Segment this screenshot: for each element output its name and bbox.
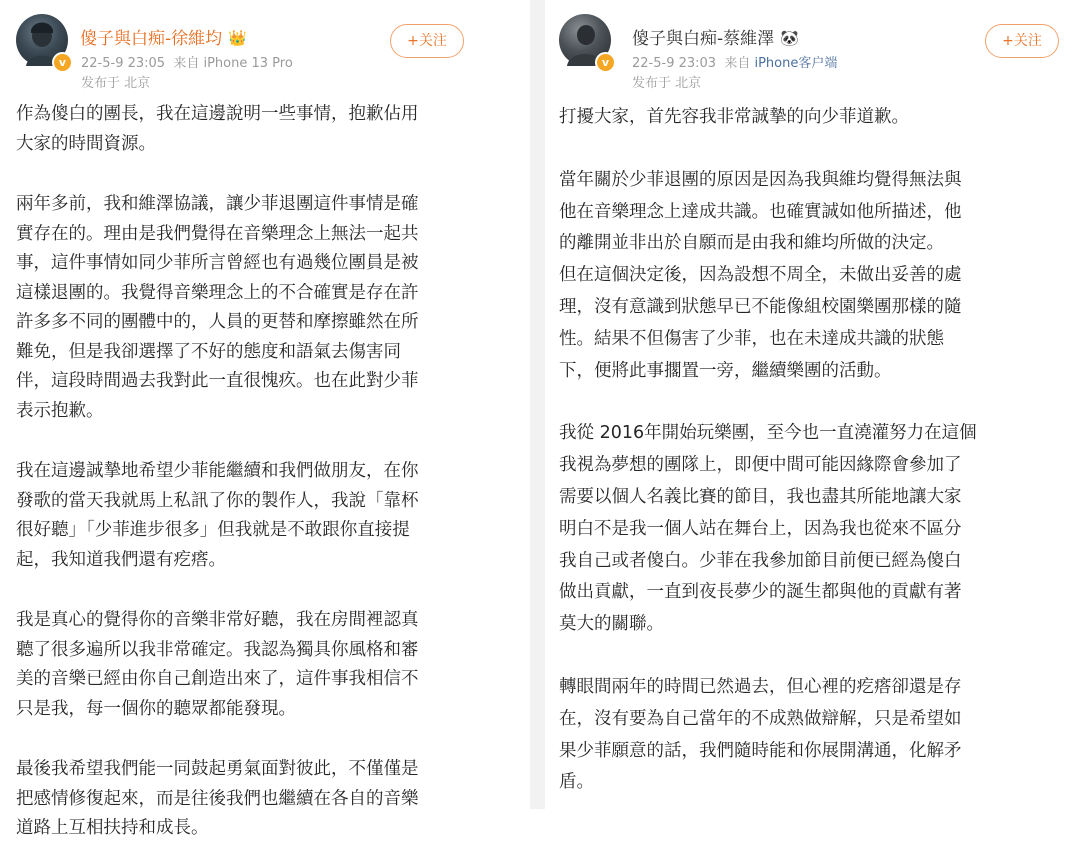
verified-badge-icon: v (52, 52, 73, 73)
text-line: 許多多不同的團體中的，人員的更替和摩擦雖然在所 (16, 312, 419, 332)
text-line: 需要以個人名義比賽的節目，我也盡其所能地讓大家 (559, 486, 962, 507)
text-line: 在，沒有要為自己當年的不成熟做辯解，只是希望如 (559, 708, 962, 729)
paragraph-gap (16, 159, 419, 190)
text-line: 把感情修復起來，而是往後我們也繼續在各自的音樂 (16, 788, 419, 809)
text-line: 伴，這段時間過去我對此一直很愧疚。也在此對少菲 (16, 371, 419, 391)
post-source-prefix: 来自 (724, 56, 751, 71)
text-line: 發歌的當天我就馬上私訊了你的製作人，我說「靠杯 (16, 490, 419, 511)
paragraph-gap (559, 134, 977, 165)
paragraph-gap (16, 426, 419, 457)
crown-icon: 👑 (228, 29, 247, 47)
weibo-post-right (545, 0, 1080, 809)
panda-icon: 🐼 (780, 29, 799, 47)
text-line: 這樣退團的。我覺得音樂理念上的不合確實是存在許 (16, 282, 419, 303)
follow-button[interactable]: +关注 (390, 24, 464, 58)
text-line: 但在這個決定後，因為設想不周全，未做出妥善的處 (559, 265, 962, 286)
text-line: 我在這邊誠摯地希望少菲能繼續和我們做朋友，在你 (16, 461, 419, 481)
weibo-post-left (0, 0, 530, 838)
text-line: 作為傻白的團長，我在這邊說明一些事情，抱歉佔用 (16, 104, 419, 124)
text-line: 理，沒有意識到狀態早已不能像組校園樂團那樣的隨 (559, 296, 962, 317)
post-source-link[interactable]: iPhone客户端 (754, 56, 838, 71)
text-line: 我是真心的覺得你的音樂非常好聽，我在房間裡認真 (16, 610, 419, 630)
paragraph-gap (559, 641, 977, 672)
text-line: 美的音樂已經由你自己創造出來了，這件事我相信不 (16, 669, 419, 689)
text-line: 最後我希望我們能一同鼓起勇氣面對彼此，不僅僅是 (16, 759, 419, 779)
text-line: 打擾大家，首先容我非常誠摯的向少菲道歉。 (559, 107, 909, 127)
text-line: 大家的時間資源。 (16, 133, 156, 154)
text-line: 道路上互相扶持和成長。 (16, 818, 209, 838)
post-header (545, 0, 1080, 96)
text-line: 表示抱歉。 (16, 400, 104, 421)
post-timestamp: 22-5-9 23:05 (81, 56, 166, 71)
text-line: 明白不是我一個人站在舞台上，因為我也從來不區分 (559, 518, 962, 539)
author-name-text[interactable]: 傻子與白痴-蔡維澤 (632, 29, 775, 49)
text-line: 的離開並非出於自願而是由我和維均所做的決定。 (559, 233, 944, 254)
post-body (559, 102, 977, 799)
text-line: 盾。 (559, 772, 594, 793)
text-line: 我自己或者傻白。少菲在我參加節目前便已經為傻白 (559, 550, 962, 571)
post-header (0, 0, 530, 96)
text-line: 我視為夢想的團隊上，即便中間可能因緣際會參加了 (559, 455, 962, 476)
text-line: 我從 2016年開始玩樂團，至今也一直澆灌努力在這個 (559, 423, 977, 444)
text-line: 兩年多前，我和維澤協議，讓少菲退團這件事情是確 (16, 194, 419, 214)
text-line: 當年關於少菲退團的原因是因為我與維均覺得無法與 (559, 169, 962, 190)
post-source: 来自 iPhone 13 Pro (173, 56, 293, 71)
text-line: 事，這件事情如同少菲所言曾經也有過幾位團員是被 (16, 253, 419, 273)
text-line: 性。結果不但傷害了少菲，也在未達成共識的狀態 (559, 328, 944, 349)
text-line: 聽了很多遍所以我非常確定。我認為獨具你風格和審 (16, 639, 419, 660)
follow-button[interactable]: +关注 (985, 24, 1059, 58)
text-line: 莫大的關聯。 (559, 614, 664, 635)
paragraph-gap (16, 724, 419, 755)
text-line: 只是我，每一個你的聽眾都能發現。 (16, 698, 296, 719)
text-line: 果少菲願意的話，我們隨時能和你展開溝通，化解矛 (559, 740, 962, 761)
text-line: 他在音樂理念上達成共識。也確實誠如他所描述，他 (559, 201, 962, 222)
verified-badge-icon: v (595, 52, 616, 73)
text-line: 很好聽」「少菲進步很多」但我就是不敢跟你直接提 (16, 520, 410, 540)
author-name[interactable] (80, 24, 247, 49)
paragraph-gap (559, 387, 977, 418)
text-line: 實存在的。理由是我們覺得在音樂理念上無法一起共 (16, 223, 419, 244)
post-location: 发布于 北京 (632, 76, 702, 91)
text-line: 起，我知道我們還有疙瘩。 (16, 549, 226, 570)
author-name[interactable] (632, 24, 799, 49)
text-line: 下，便將此事擱置一旁，繼續樂團的活動。 (559, 360, 892, 381)
text-line: 轉眼間兩年的時間已然過去，但心裡的疙瘩卻還是存 (559, 676, 962, 697)
post-body (16, 100, 419, 844)
text-line: 難免，但是我卻選擇了不好的態度和語氣去傷害同 (16, 341, 401, 362)
column-divider (530, 0, 545, 809)
post-timestamp: 22-5-9 23:03 (632, 56, 717, 71)
author-name-text[interactable]: 傻子與白痴-徐維均 (80, 29, 223, 49)
post-meta (632, 52, 837, 71)
post-meta (81, 52, 293, 71)
post-location: 发布于 北京 (81, 76, 151, 91)
paragraph-gap (16, 575, 419, 606)
text-line: 做出貢獻，一直到夜長夢少的誕生都與他的貢獻有著 (559, 582, 962, 603)
